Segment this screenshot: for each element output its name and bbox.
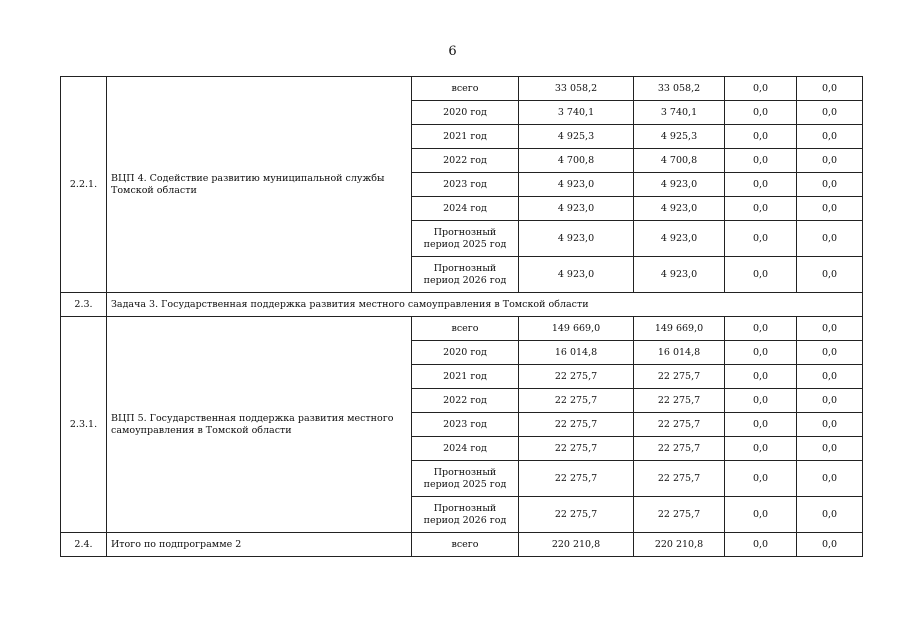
- amount-cell-v4: 0,0: [797, 149, 863, 173]
- amount-cell-v4: 0,0: [797, 317, 863, 341]
- amount-cell-v4: 0,0: [797, 197, 863, 221]
- amount-cell-v1: 4 923,0: [519, 257, 634, 293]
- amount-cell-v2: 4 923,0: [634, 173, 725, 197]
- period-cell: 2024 год: [412, 437, 519, 461]
- amount-cell-v1: 4 700,8: [519, 149, 634, 173]
- row-number: 2.2.1.: [61, 77, 107, 293]
- amount-cell-v3: 0,0: [725, 221, 797, 257]
- amount-cell-v4: 0,0: [797, 341, 863, 365]
- period-cell: всего: [412, 533, 519, 557]
- period-cell: 2020 год: [412, 341, 519, 365]
- amount-cell-v2: 220 210,8: [634, 533, 725, 557]
- amount-cell-v4: 0,0: [797, 257, 863, 293]
- period-cell: 2023 год: [412, 173, 519, 197]
- period-cell: 2021 год: [412, 125, 519, 149]
- program-name: ВЦП 4. Содействие развитию муниципальной службы Томской области: [107, 77, 412, 293]
- amount-cell-v1: 22 275,7: [519, 461, 634, 497]
- amount-cell-v2: 22 275,7: [634, 389, 725, 413]
- amount-cell-v4: 0,0: [797, 437, 863, 461]
- budget-table: [60, 76, 863, 557]
- amount-cell-v2: 33 058,2: [634, 77, 725, 101]
- amount-cell-v3: 0,0: [725, 197, 797, 221]
- amount-cell-v1: 22 275,7: [519, 365, 634, 389]
- period-cell: Прогнозный период 2026 год: [412, 257, 519, 293]
- amount-cell-v3: 0,0: [725, 77, 797, 101]
- amount-cell-v1: 220 210,8: [519, 533, 634, 557]
- amount-cell-v2: 4 925,3: [634, 125, 725, 149]
- amount-cell-v3: 0,0: [725, 461, 797, 497]
- amount-cell-v1: 149 669,0: [519, 317, 634, 341]
- amount-cell-v2: 3 740,1: [634, 101, 725, 125]
- amount-cell-v4: 0,0: [797, 365, 863, 389]
- amount-cell-v4: 0,0: [797, 221, 863, 257]
- amount-cell-v1: 4 925,3: [519, 125, 634, 149]
- amount-cell-v1: 22 275,7: [519, 413, 634, 437]
- period-cell: Прогнозный период 2026 год: [412, 497, 519, 533]
- amount-cell-v4: 0,0: [797, 101, 863, 125]
- amount-cell-v3: 0,0: [725, 101, 797, 125]
- amount-cell-v4: 0,0: [797, 389, 863, 413]
- table-row: [61, 77, 863, 101]
- amount-cell-v1: 4 923,0: [519, 221, 634, 257]
- amount-cell-v4: 0,0: [797, 497, 863, 533]
- amount-cell-v2: 4 923,0: [634, 197, 725, 221]
- amount-cell-v1: 4 923,0: [519, 173, 634, 197]
- period-cell: всего: [412, 317, 519, 341]
- amount-cell-v3: 0,0: [725, 365, 797, 389]
- amount-cell-v3: 0,0: [725, 437, 797, 461]
- period-cell: 2020 год: [412, 101, 519, 125]
- table-row: [61, 533, 863, 557]
- table-body: [61, 77, 863, 557]
- task-title: Задача 3. Государственная поддержка развития местного самоуправления в Томской области: [107, 293, 863, 317]
- amount-cell-v1: 3 740,1: [519, 101, 634, 125]
- amount-cell-v2: 22 275,7: [634, 365, 725, 389]
- period-cell: Прогнозный период 2025 год: [412, 461, 519, 497]
- period-cell: всего: [412, 77, 519, 101]
- amount-cell-v2: 4 923,0: [634, 221, 725, 257]
- task-row: [61, 293, 863, 317]
- page-number: 6: [448, 44, 457, 59]
- period-cell: Прогнозный период 2025 год: [412, 221, 519, 257]
- amount-cell-v4: 0,0: [797, 125, 863, 149]
- amount-cell-v1: 33 058,2: [519, 77, 634, 101]
- amount-cell-v3: 0,0: [725, 497, 797, 533]
- amount-cell-v4: 0,0: [797, 413, 863, 437]
- amount-cell-v2: 149 669,0: [634, 317, 725, 341]
- program-name: Итого по подпрограмме 2: [107, 533, 412, 557]
- amount-cell-v2: 16 014,8: [634, 341, 725, 365]
- amount-cell-v2: 22 275,7: [634, 437, 725, 461]
- period-cell: 2021 год: [412, 365, 519, 389]
- row-number: 2.3.: [61, 293, 107, 317]
- amount-cell-v3: 0,0: [725, 257, 797, 293]
- amount-cell-v1: 22 275,7: [519, 437, 634, 461]
- amount-cell-v1: 22 275,7: [519, 497, 634, 533]
- amount-cell-v1: 16 014,8: [519, 341, 634, 365]
- row-number: 2.4.: [61, 533, 107, 557]
- amount-cell-v2: 4 700,8: [634, 149, 725, 173]
- amount-cell-v2: 4 923,0: [634, 257, 725, 293]
- amount-cell-v2: 22 275,7: [634, 413, 725, 437]
- amount-cell-v4: 0,0: [797, 533, 863, 557]
- row-number: 2.3.1.: [61, 317, 107, 533]
- amount-cell-v3: 0,0: [725, 125, 797, 149]
- amount-cell-v3: 0,0: [725, 173, 797, 197]
- period-cell: 2022 год: [412, 149, 519, 173]
- period-cell: 2024 год: [412, 197, 519, 221]
- amount-cell-v3: 0,0: [725, 389, 797, 413]
- amount-cell-v3: 0,0: [725, 341, 797, 365]
- amount-cell-v2: 22 275,7: [634, 461, 725, 497]
- amount-cell-v4: 0,0: [797, 77, 863, 101]
- amount-cell-v3: 0,0: [725, 413, 797, 437]
- table-row: [61, 317, 863, 341]
- amount-cell-v3: 0,0: [725, 149, 797, 173]
- amount-cell-v4: 0,0: [797, 461, 863, 497]
- period-cell: 2022 год: [412, 389, 519, 413]
- period-cell: 2023 год: [412, 413, 519, 437]
- amount-cell-v2: 22 275,7: [634, 497, 725, 533]
- program-name: ВЦП 5. Государственная поддержка развития местного самоуправления в Томской области: [107, 317, 412, 533]
- amount-cell-v1: 4 923,0: [519, 197, 634, 221]
- amount-cell-v4: 0,0: [797, 173, 863, 197]
- amount-cell-v3: 0,0: [725, 533, 797, 557]
- amount-cell-v3: 0,0: [725, 317, 797, 341]
- amount-cell-v1: 22 275,7: [519, 389, 634, 413]
